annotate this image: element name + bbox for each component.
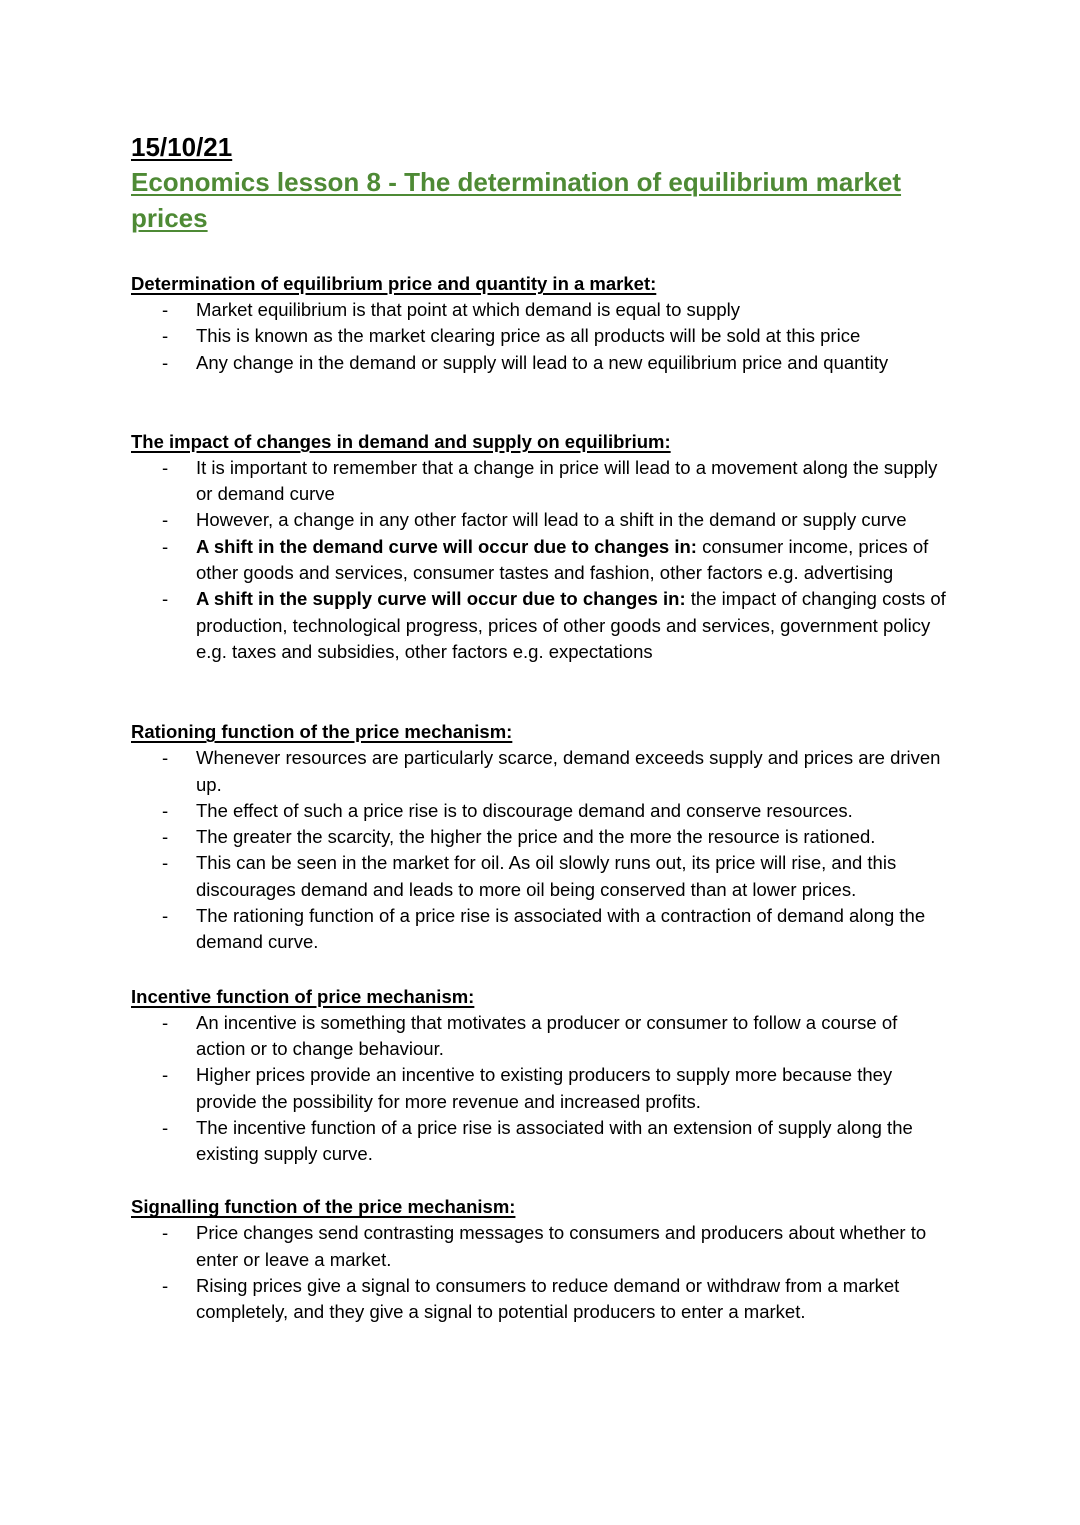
document-title: Economics lesson 8 - The determination of equilibrium market prices <box>131 167 902 233</box>
list-item: - An incentive is something that motivates a producer or consumer to follow a course of action or to change behaviour. <box>162 1011 898 1059</box>
document-date: 15/10/21 <box>131 132 233 162</box>
bullet-marker: - <box>162 509 169 531</box>
list-item: - The rationing function of a price rise is associated with a contraction of demand along the demand curve. <box>162 905 926 953</box>
bullet-marker: - <box>162 852 169 874</box>
section-signalling-function <box>131 1194 951 1325</box>
bullet-marker: - <box>162 1011 169 1033</box>
list-item: - The greater the scarcity, the higher the price and the more the resource is rationed. <box>131 824 951 850</box>
bullet-marker: - <box>162 456 169 478</box>
bullet-list <box>131 297 951 376</box>
bullet-marker: - <box>162 325 169 347</box>
list-item: - The effect of such a price rise is to discourage demand and conserve resources. <box>131 798 951 824</box>
bullet-marker: - <box>162 1222 169 1244</box>
bullet-list <box>131 455 951 665</box>
bullet-marker: - <box>162 1116 169 1138</box>
bullet-marker: - <box>162 351 169 373</box>
list-item: - This can be seen in the market for oil. As oil slowly runs out, its price will rise, and this discourages demand and leads to more oil being conserved than at lower prices. <box>162 852 897 900</box>
section-rationing-function <box>131 719 951 955</box>
section-heading: Signalling function of the price mechanism: <box>131 1196 516 1218</box>
list-item: - Any change in the demand or supply will lead to a new equilibrium price and quantity <box>131 350 951 376</box>
bold-lead: A shift in the supply curve will occur due to changes in: <box>196 588 686 610</box>
list-item: - This is known as the market clearing price as all products will be sold at this price <box>131 323 951 349</box>
bullet-marker: - <box>162 1064 169 1086</box>
list-item: - A shift in the supply curve will occur due to changes in: the impact of changing costs of production, technological progress, prices of other goods and services, government policy e.g. taxes and subsidies, other factors e.g. expectations <box>162 588 946 662</box>
section-incentive-function <box>131 984 951 1168</box>
bullet-marker: - <box>162 588 169 610</box>
list-item: - However, a change in any other factor will lead to a shift in the demand or supply curve <box>131 507 951 533</box>
section-heading: Rationing function of the price mechanism: <box>131 721 513 743</box>
list-item: - Rising prices give a signal to consumers to reduce demand or withdraw from a market completely, and they give a signal to potential producers to enter a market. <box>162 1275 900 1323</box>
section-heading: The impact of changes in demand and supply on equilibrium: <box>131 430 671 452</box>
section-heading: Incentive function of price mechanism: <box>131 985 475 1007</box>
bullet-marker: - <box>162 747 169 769</box>
list-item: - The incentive function of a price rise is associated with an extension of supply along the existing supply curve. <box>162 1116 913 1165</box>
list-item: - Whenever resources are particularly scarce, demand exceeds supply and prices are driven up. <box>162 747 941 795</box>
bullet-marker: - <box>162 535 169 557</box>
bullet-marker: - <box>162 299 169 320</box>
list-item: - Price changes send contrasting messages to consumers and producers about whether to enter or leave a market. <box>162 1222 927 1270</box>
section-equilibrium-determination <box>131 271 951 376</box>
bullet-marker: - <box>162 905 169 927</box>
bullet-marker: - <box>162 826 169 848</box>
section-demand-supply-changes <box>131 429 951 665</box>
bullet-list <box>131 1220 951 1325</box>
bullet-marker: - <box>162 1275 169 1297</box>
list-item: - It is important to remember that a change in price will lead to a movement along the supply or demand curve <box>162 456 938 505</box>
bullet-list <box>131 745 951 955</box>
section-heading: Determination of equilibrium price and quantity in a market: <box>131 273 657 294</box>
bullet-list <box>131 1010 951 1168</box>
document-page <box>131 130 951 1326</box>
list-item: - Market equilibrium is that point at which demand is equal to supply <box>131 297 951 323</box>
list-item: - A shift in the demand curve will occur due to changes in: consumer income, prices of other goods and services, consumer tastes and fashion, other factors e.g. advertising <box>162 535 929 584</box>
bold-lead: A shift in the demand curve will occur due to changes in: <box>196 535 697 557</box>
bullet-marker: - <box>162 799 169 821</box>
list-item: - Higher prices provide an incentive to existing producers to supply more because they provide the possibility for more revenue and increased profits. <box>162 1064 893 1112</box>
